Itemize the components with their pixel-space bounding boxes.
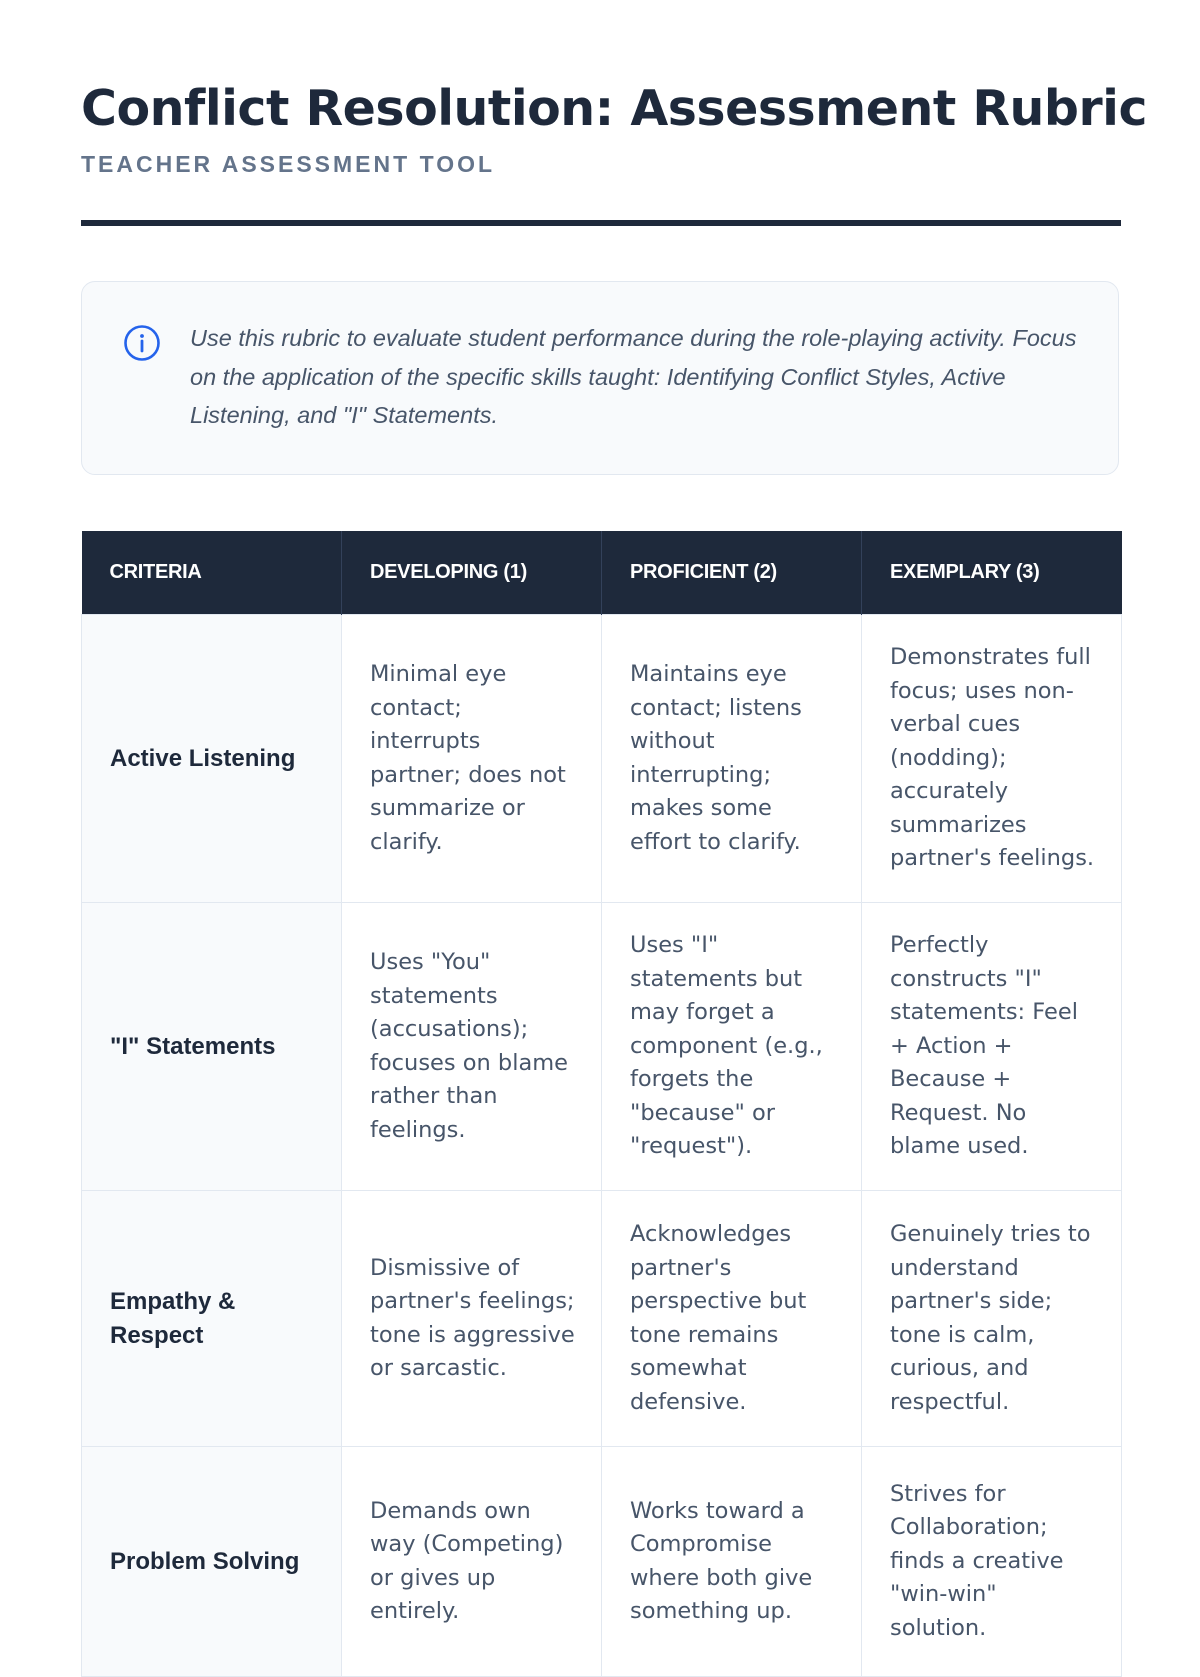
exemplary-cell: Demonstrates full focus; uses non-verbal cues (nodding); accurately summarizes partner's feelings. <box>862 615 1122 903</box>
column-header-developing: DEVELOPING (1) <box>342 531 602 615</box>
exemplary-cell: Perfectly constructs "I" statements: Feel + Action + Because + Request. No blame used. <box>862 903 1122 1191</box>
developing-cell: Uses "You" statements (accusations); focuses on blame rather than feelings. <box>342 903 602 1191</box>
proficient-cell: Works toward a Compromise where both give something up. <box>602 1447 862 1677</box>
developing-cell: Dismissive of partner's feelings; tone is aggressive or sarcastic. <box>342 1191 602 1447</box>
proficient-cell: Maintains eye contact; listens without interrupting; makes some effort to clarify. <box>602 615 862 903</box>
page-title: Conflict Resolution: Assessment Rubric <box>81 80 1148 137</box>
column-header-exemplary: EXEMPLARY (3) <box>862 531 1122 615</box>
exemplary-cell: Strives for Collaboration; finds a creative "win-win" solution. <box>862 1447 1122 1677</box>
page-subtitle: TEACHER ASSESSMENT TOOL <box>81 151 496 177</box>
instructions-callout <box>81 281 1119 475</box>
info-circle-icon <box>123 324 161 362</box>
column-header-proficient: PROFICIENT (2) <box>602 531 862 615</box>
table-row <box>82 1447 1122 1677</box>
criteria-cell: "I" Statements <box>82 903 342 1191</box>
criteria-cell: Active Listening <box>82 615 342 903</box>
rubric-table <box>81 531 1122 1677</box>
table-row <box>82 615 1122 903</box>
instructions-text: Use this rubric to evaluate student performance during the role-playing activity. Focus on the application of the specific skills taught: Identifying Conflict Styles, Active Listening, and "I" Statements. <box>190 325 1077 428</box>
developing-cell: Demands own way (Competing) or gives up entirely. <box>342 1447 602 1677</box>
header-divider <box>81 220 1121 226</box>
developing-cell: Minimal eye contact; interrupts partner; does not summarize or clarify. <box>342 615 602 903</box>
table-row <box>82 903 1122 1191</box>
proficient-cell: Acknowledges partner's perspective but tone remains somewhat defensive. <box>602 1191 862 1447</box>
column-header-criteria: CRITERIA <box>82 531 342 615</box>
exemplary-cell: Genuinely tries to understand partner's side; tone is calm, curious, and respectful. <box>862 1191 1122 1447</box>
criteria-cell: Empathy & Respect <box>82 1191 342 1447</box>
table-row <box>82 1191 1122 1447</box>
proficient-cell: Uses "I" statements but may forget a component (e.g., forgets the "because" or "request"). <box>602 903 862 1191</box>
rubric-header-row <box>82 531 1122 615</box>
criteria-cell: Problem Solving <box>82 1447 342 1677</box>
